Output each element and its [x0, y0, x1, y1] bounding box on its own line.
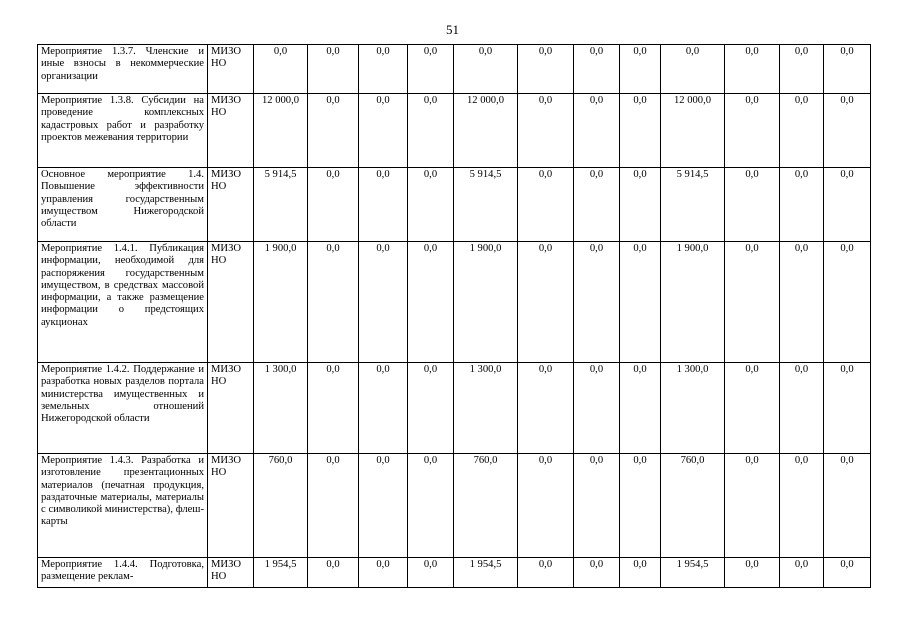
table-row — [38, 94, 871, 168]
value-cell: 1 900,0 — [454, 242, 518, 363]
value-cell: 0,0 — [518, 454, 574, 558]
value-cell: 0,0 — [359, 363, 408, 454]
value-cell: 1 954,5 — [454, 558, 518, 588]
value-cell: 0,0 — [574, 242, 620, 363]
value-cell: 0,0 — [308, 45, 359, 94]
value-cell: 0,0 — [308, 454, 359, 558]
value-cell: 12 000,0 — [254, 94, 308, 168]
value-cell: 0,0 — [359, 454, 408, 558]
value-cell: 0,0 — [308, 168, 359, 242]
row-responsible: МИЗО НО — [208, 168, 254, 242]
row-description: Мероприятие 1.4.3. Разработка и изготовление презентационных материалов (печатная продукция, раздаточные материалы, материалы с символикой министерства), флеш-карты — [38, 454, 208, 558]
value-cell: 0,0 — [254, 45, 308, 94]
value-cell: 0,0 — [824, 45, 871, 94]
value-cell: 0,0 — [620, 94, 661, 168]
budget-table — [37, 44, 871, 588]
value-cell: 0,0 — [725, 94, 780, 168]
value-cell: 1 300,0 — [661, 363, 725, 454]
table-row — [38, 363, 871, 454]
value-cell: 0,0 — [780, 363, 824, 454]
value-cell: 0,0 — [725, 45, 780, 94]
row-responsible: МИЗО НО — [208, 242, 254, 363]
value-cell: 0,0 — [824, 94, 871, 168]
value-cell: 0,0 — [620, 363, 661, 454]
value-cell: 0,0 — [824, 363, 871, 454]
value-cell: 12 000,0 — [661, 94, 725, 168]
value-cell: 0,0 — [359, 558, 408, 588]
value-cell: 0,0 — [408, 454, 454, 558]
value-cell: 0,0 — [780, 558, 824, 588]
value-cell: 0,0 — [518, 558, 574, 588]
value-cell: 0,0 — [518, 94, 574, 168]
value-cell: 0,0 — [574, 558, 620, 588]
value-cell: 0,0 — [780, 454, 824, 558]
value-cell: 0,0 — [408, 168, 454, 242]
value-cell: 0,0 — [574, 363, 620, 454]
value-cell: 0,0 — [408, 242, 454, 363]
value-cell: 0,0 — [780, 45, 824, 94]
row-description: Мероприятие 1.4.4. Подготовка, размещение реклам- — [38, 558, 208, 588]
row-description: Мероприятие 1.4.1. Публикация информации, необходимой для распоряжения государственным имуществом, в средствах массовой информации, а также размещение информации о предстоящих аукционах — [38, 242, 208, 363]
value-cell: 0,0 — [308, 363, 359, 454]
value-cell: 0,0 — [780, 94, 824, 168]
value-cell: 1 954,5 — [661, 558, 725, 588]
value-cell: 1 300,0 — [454, 363, 518, 454]
value-cell: 0,0 — [574, 45, 620, 94]
value-cell: 0,0 — [574, 94, 620, 168]
row-description: Мероприятие 1.4.2. Поддержание и разработка новых разделов портала министерства имущественных и земельных отношений Нижегородской области — [38, 363, 208, 454]
value-cell: 1 300,0 — [254, 363, 308, 454]
value-cell: 0,0 — [574, 454, 620, 558]
table-row — [38, 558, 871, 588]
table-row — [38, 454, 871, 558]
value-cell: 0,0 — [408, 363, 454, 454]
table-row — [38, 45, 871, 94]
row-responsible: МИЗО НО — [208, 94, 254, 168]
page-number: 51 — [446, 22, 459, 37]
value-cell: 0,0 — [454, 45, 518, 94]
value-cell: 0,0 — [620, 454, 661, 558]
value-cell: 0,0 — [620, 242, 661, 363]
value-cell: 760,0 — [454, 454, 518, 558]
value-cell: 0,0 — [408, 558, 454, 588]
row-responsible: МИЗО НО — [208, 558, 254, 588]
value-cell: 0,0 — [725, 242, 780, 363]
value-cell: 0,0 — [308, 242, 359, 363]
value-cell: 0,0 — [824, 454, 871, 558]
value-cell: 0,0 — [780, 168, 824, 242]
value-cell: 0,0 — [359, 94, 408, 168]
value-cell: 0,0 — [359, 242, 408, 363]
value-cell: 0,0 — [780, 242, 824, 363]
value-cell: 0,0 — [620, 168, 661, 242]
value-cell: 0,0 — [824, 558, 871, 588]
value-cell: 0,0 — [824, 242, 871, 363]
row-responsible: МИЗО НО — [208, 454, 254, 558]
table-row — [38, 242, 871, 363]
value-cell: 0,0 — [408, 94, 454, 168]
value-cell: 0,0 — [574, 168, 620, 242]
value-cell: 760,0 — [254, 454, 308, 558]
value-cell: 5 914,5 — [254, 168, 308, 242]
value-cell: 0,0 — [725, 363, 780, 454]
value-cell: 0,0 — [725, 454, 780, 558]
value-cell: 0,0 — [408, 45, 454, 94]
value-cell: 0,0 — [518, 45, 574, 94]
value-cell: 0,0 — [620, 45, 661, 94]
value-cell: 5 914,5 — [661, 168, 725, 242]
value-cell: 0,0 — [518, 363, 574, 454]
row-responsible: МИЗО НО — [208, 45, 254, 94]
value-cell: 0,0 — [518, 168, 574, 242]
value-cell: 1 900,0 — [661, 242, 725, 363]
value-cell: 760,0 — [661, 454, 725, 558]
value-cell: 5 914,5 — [454, 168, 518, 242]
value-cell: 1 954,5 — [254, 558, 308, 588]
row-description: Мероприятие 1.3.8. Субсидии на проведение комплексных кадастровых работ и разработку проектов межевания территории — [38, 94, 208, 168]
value-cell: 0,0 — [620, 558, 661, 588]
value-cell: 0,0 — [308, 558, 359, 588]
row-responsible: МИЗО НО — [208, 363, 254, 454]
table-row — [38, 168, 871, 242]
value-cell: 0,0 — [824, 168, 871, 242]
value-cell: 0,0 — [518, 242, 574, 363]
value-cell: 0,0 — [725, 168, 780, 242]
row-description: Основное мероприятие 1.4. Повышение эффективности управления государственным имуществом Нижегородской области — [38, 168, 208, 242]
value-cell: 0,0 — [725, 558, 780, 588]
row-description: Мероприятие 1.3.7. Членские и иные взносы в некоммерческие организации — [38, 45, 208, 94]
value-cell: 0,0 — [359, 168, 408, 242]
value-cell: 1 900,0 — [254, 242, 308, 363]
value-cell: 12 000,0 — [454, 94, 518, 168]
value-cell: 0,0 — [359, 45, 408, 94]
value-cell: 0,0 — [661, 45, 725, 94]
value-cell: 0,0 — [308, 94, 359, 168]
